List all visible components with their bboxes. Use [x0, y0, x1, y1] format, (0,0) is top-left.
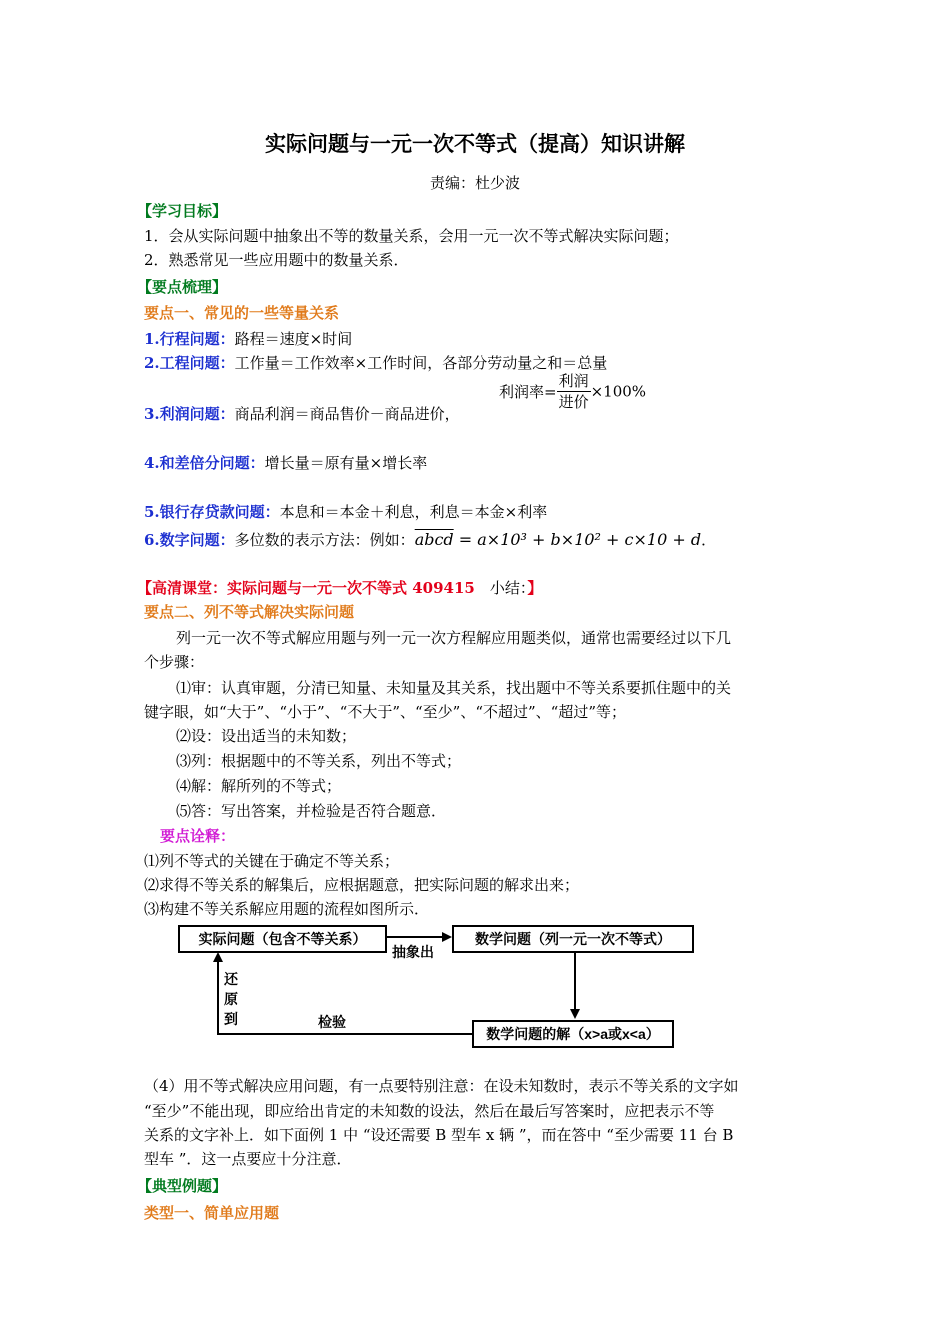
- arrow-head-solve: [570, 1009, 580, 1019]
- profit-rate-denominator: 进价: [558, 393, 589, 411]
- digits-formula: = a×10³ + b×10² + c×10 + d: [453, 530, 702, 549]
- p4-line-1: （4）用不等式解决应用问题，有一点要特别注意：在设未知数时，表示不等关系的文字如: [144, 1077, 739, 1095]
- relation-digits-text: 多位数的表示方法：例如：: [234, 531, 415, 549]
- point-2-title: 要点二、列不等式解决实际问题: [144, 603, 355, 621]
- note-3: ⑶构建不等关系解应用题的流程如图所示．: [144, 900, 430, 918]
- step-1b: 键字眼，如“大于”、“小于”、“不大于”、“至少”、“不超过”、“超过”等；: [144, 703, 627, 721]
- flow-box-math-problem: 数学问题（列一元一次不等式）: [452, 925, 694, 953]
- section-key-points: 【要点梳理】: [137, 278, 228, 296]
- goal-2: 2．熟悉常见一些应用题中的数量关系．: [144, 251, 409, 269]
- flow-box-real-problem: 实际问题（包含不等关系）: [178, 925, 387, 953]
- relation-profit-label: 3.利润问题：: [144, 405, 235, 423]
- p2-intro-1: 列一元一次不等式解应用题与列一元一次方程解应用题类似，通常也需要经过以下几: [176, 629, 732, 647]
- step-3: ⑶列：根据题中的不等关系，列出不等式；: [176, 752, 462, 770]
- goal-1: 1．会从实际问题中抽象出不等的数量关系，会用一元一次不等式解决实际问题；: [144, 227, 679, 245]
- flow-box-math-solution: 数学问题的解（x>a或x<a）: [472, 1020, 674, 1048]
- flow-label-restore-2: 原: [224, 991, 238, 1007]
- profit-rate-multiplier: ×100%: [590, 382, 647, 401]
- relation-work-text: 工作量＝工作效率×工作时间，各部分劳动量之和＝总量: [234, 354, 608, 372]
- relation-bank-text: 本息和＝本金＋利息，利息＝本金×利率: [279, 503, 548, 521]
- flow-label-restore-3: 到: [224, 1011, 238, 1027]
- step-5: ⑸答：写出答案，并检验是否符合题意．: [176, 802, 447, 820]
- arrow-head-abstract: [442, 932, 452, 942]
- flow-label-restore-1: 还: [224, 971, 238, 987]
- section-examples: 【典型例题】: [137, 1177, 228, 1195]
- note-1: ⑴列不等式的关键在于确定不等关系；: [144, 852, 400, 870]
- flow-label-abstract: 抽象出: [392, 944, 434, 960]
- relation-travel-text: 路程＝速度×时间: [234, 330, 353, 348]
- digits-formula-overline: abcd: [414, 530, 454, 549]
- hd-class-end: 】: [527, 579, 543, 597]
- editor-line: 责编：杜少波: [429, 174, 520, 192]
- p4-line-3: 关系的文字补上．如下面例 1 中 “设还需要 B 型车 x 辆 ”，而在答中 “至少需要 11 台 B: [144, 1126, 734, 1144]
- page-title: 实际问题与一元一次不等式（提高）知识讲解: [265, 131, 685, 156]
- p2-intro-2: 个步骤：: [144, 653, 205, 671]
- arrow-head-restore: [213, 952, 223, 962]
- relation-growth-text: 增长量＝原有量×增长率: [264, 454, 428, 472]
- flow-label-check: 检验: [318, 1014, 346, 1030]
- relation-bank-label: 5.银行存贷款问题：: [144, 503, 280, 521]
- note-title: 要点诠释：: [160, 827, 236, 845]
- step-4: ⑷解：解所列的不等式；: [176, 777, 342, 795]
- p4-line-4: 型车 ”．这一点要应十分注意．: [144, 1150, 352, 1168]
- profit-rate-numerator: 利润: [558, 372, 589, 390]
- type-1-title: 类型一、简单应用题: [144, 1204, 280, 1222]
- relation-digits-label: 6.数字问题：: [144, 531, 235, 549]
- p4-line-2: “至少”不能出现，即应给出肯定的未知数的设法，然后在最后写答案时，应把表示不等: [144, 1102, 715, 1120]
- relation-growth-label: 4.和差倍分问题：: [144, 454, 265, 472]
- digits-formula-end: ．: [701, 531, 717, 549]
- profit-rate-lhs: 利润率=: [499, 383, 557, 401]
- section-learning-goals: 【学习目标】: [137, 202, 228, 220]
- point-1-title: 要点一、常见的一些等量关系: [144, 304, 340, 322]
- note-2: ⑵求得不等关系的解集后，应根据题意，把实际问题的解求出来；: [144, 876, 580, 894]
- step-1a: ⑴审：认真审题，分清已知量、未知量及其关系，找出题中不等关系要抓住题中的关: [176, 679, 732, 697]
- step-2: ⑵设：设出适当的未知数；: [176, 727, 357, 745]
- hd-class-title: 【高清课堂：实际问题与一元一次不等式 409415: [137, 579, 490, 597]
- relation-work-label: 2.工程问题：: [144, 354, 235, 372]
- hd-class-summary: 小结：: [489, 579, 528, 597]
- relation-travel-label: 1.行程问题：: [144, 330, 235, 348]
- relation-profit-text: 商品利润＝商品售价－商品进价，: [234, 405, 460, 423]
